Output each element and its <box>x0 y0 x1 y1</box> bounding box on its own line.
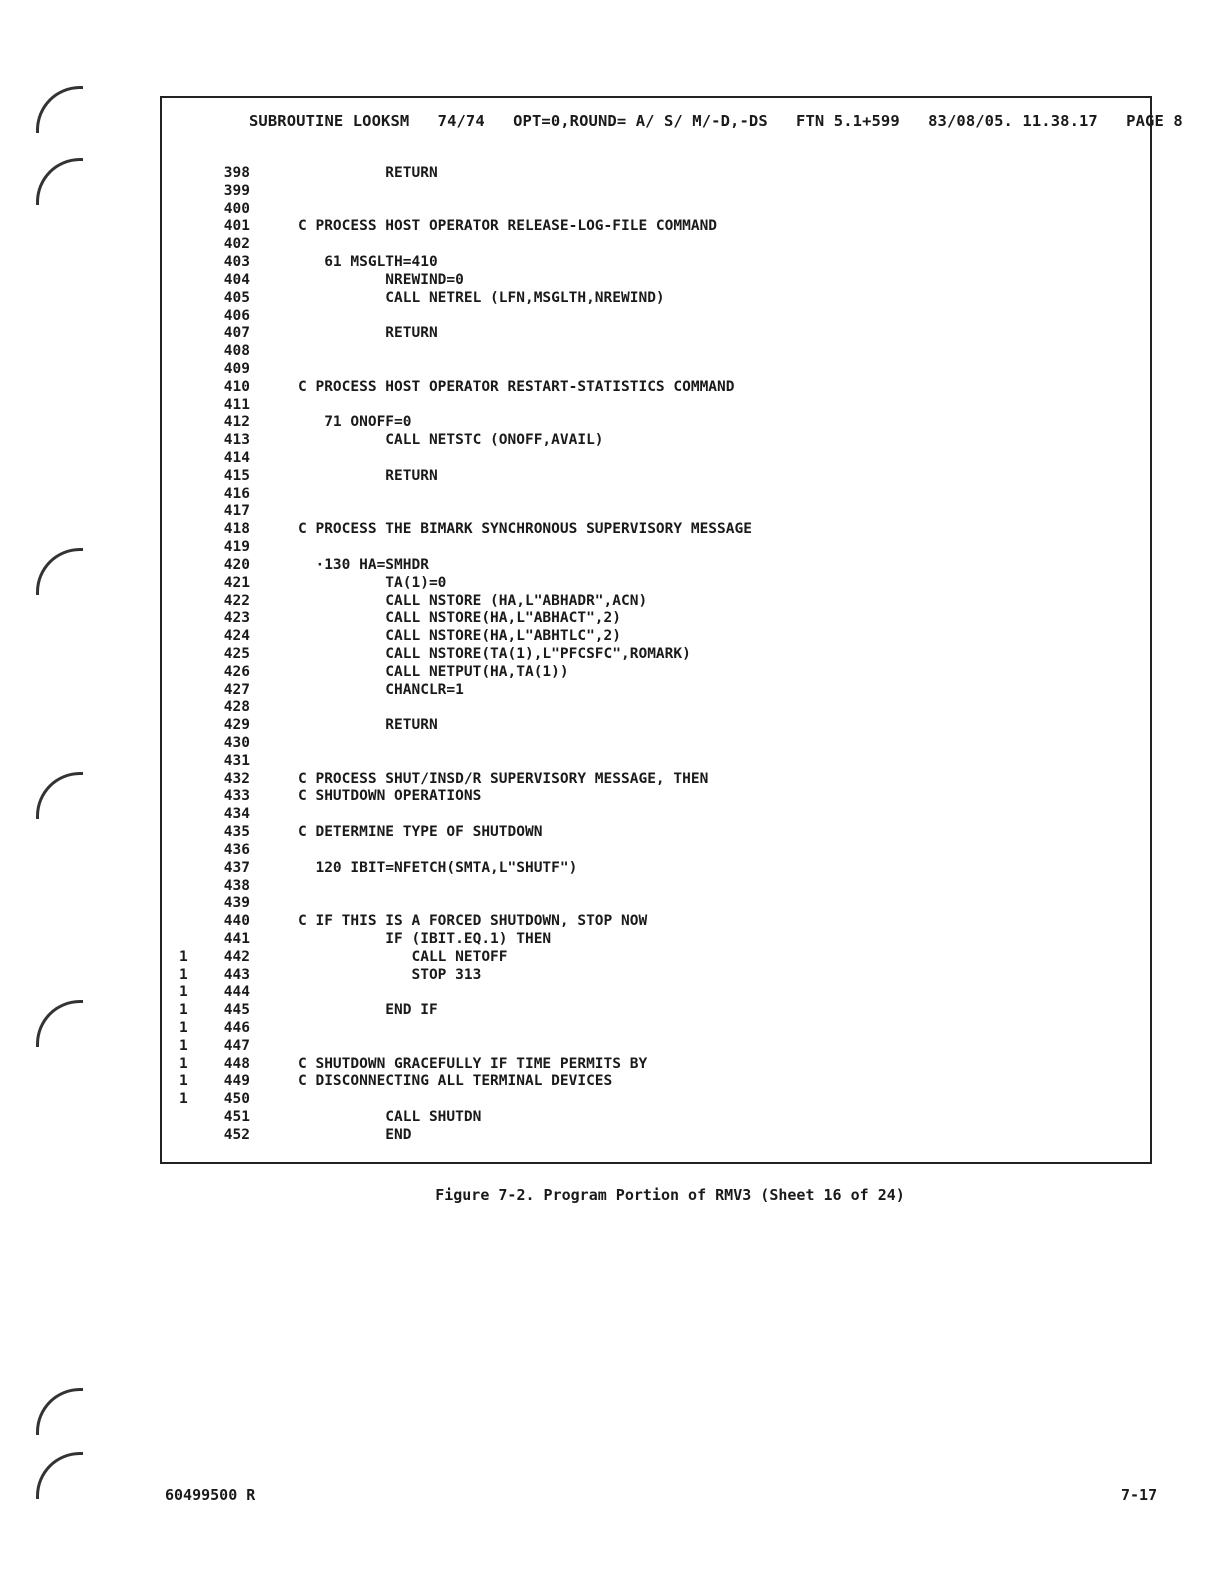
nesting-level: 1 <box>179 1002 188 1019</box>
binder-hole-mark <box>36 1388 83 1435</box>
code-line <box>0 788 1220 806</box>
source-text: END <box>298 1126 412 1143</box>
code-listing <box>0 165 1220 1145</box>
code-line <box>0 1073 1220 1091</box>
line-number: 405 <box>223 289 250 306</box>
code-line <box>0 913 1220 931</box>
source-text: C IF THIS IS A FORCED SHUTDOWN, STOP NOW <box>298 913 648 930</box>
source-text: RETURN <box>298 325 438 342</box>
code-line <box>0 967 1220 985</box>
nesting-level: 1 <box>179 1037 188 1054</box>
line-number: 427 <box>223 681 250 698</box>
line-number: 430 <box>223 735 250 751</box>
code-line <box>0 272 1220 290</box>
code-line <box>0 414 1220 432</box>
code-line <box>0 949 1220 967</box>
binder-hole-mark <box>36 86 83 133</box>
line-number: 431 <box>223 752 250 769</box>
line-number: 442 <box>223 948 250 965</box>
line-number: 408 <box>223 343 250 360</box>
line-number: 436 <box>223 841 250 858</box>
line-number: 448 <box>223 1055 250 1072</box>
source-text: 71 ONOFF=0 <box>298 414 412 431</box>
source-text: CALL NETPUT(HA,TA(1)) <box>298 663 569 680</box>
document-number: 60499500 R <box>165 1486 256 1504</box>
source-text: STOP 313 <box>298 966 482 983</box>
code-line <box>0 557 1220 575</box>
code-line <box>0 236 1220 254</box>
binder-hole-mark <box>36 1452 83 1499</box>
code-line <box>0 1091 1220 1109</box>
line-number: 426 <box>223 663 250 680</box>
source-text: IF (IBIT.EQ.1) THEN <box>298 930 552 947</box>
code-line <box>0 735 1220 753</box>
code-line <box>0 486 1220 504</box>
line-number: 441 <box>223 930 250 947</box>
source-text: RETURN <box>298 717 438 734</box>
source-text: RETURN <box>298 165 438 181</box>
line-number: 410 <box>223 378 250 395</box>
nesting-level: 1 <box>179 948 188 965</box>
source-text: RETURN <box>298 467 438 484</box>
source-text: 120 IBIT=NFETCH(SMTA,L"SHUTF") <box>298 859 578 876</box>
line-number: 412 <box>223 414 250 431</box>
code-line <box>0 699 1220 717</box>
source-text: TA(1)=0 <box>298 574 447 591</box>
code-line <box>0 984 1220 1002</box>
code-line <box>0 824 1220 842</box>
line-number: 406 <box>223 307 250 324</box>
code-line <box>0 753 1220 771</box>
code-line <box>0 895 1220 913</box>
line-number: 433 <box>223 788 250 805</box>
line-number: 413 <box>223 432 250 449</box>
line-number: 437 <box>223 859 250 876</box>
code-line <box>0 610 1220 628</box>
source-text: CALL SHUTDN <box>298 1109 482 1126</box>
line-number: 400 <box>223 200 250 217</box>
code-line <box>0 201 1220 219</box>
line-number: 420 <box>223 556 250 573</box>
source-text: C PROCESS HOST OPERATOR RELEASE-LOG-FILE COMMAND <box>298 218 718 235</box>
line-number: 438 <box>223 877 250 894</box>
code-line <box>0 646 1220 664</box>
line-number: 439 <box>223 895 250 912</box>
line-number: 403 <box>223 254 250 271</box>
line-number: 450 <box>223 1091 250 1108</box>
line-number: 416 <box>223 485 250 502</box>
code-line <box>0 931 1220 949</box>
code-line <box>0 682 1220 700</box>
line-number: 424 <box>223 628 250 645</box>
figure-caption: Figure 7-2. Program Portion of RMV3 (Sheet 16 of 24) <box>435 1186 905 1204</box>
source-text: END IF <box>298 1002 438 1019</box>
page-number: 7-17 <box>1121 1486 1158 1504</box>
source-text: CALL NSTORE(HA,L"ABHACT",2) <box>298 610 622 627</box>
source-text: CHANCLR=1 <box>298 681 464 698</box>
code-line <box>0 878 1220 896</box>
source-text: CALL NSTORE (HA,L"ABHADR",ACN) <box>298 592 648 609</box>
code-line <box>0 628 1220 646</box>
code-line <box>0 575 1220 593</box>
line-number: 432 <box>223 770 250 787</box>
line-number: 398 <box>223 165 250 181</box>
source-text: 61 MSGLTH=410 <box>298 254 438 271</box>
source-text: C SHUTDOWN OPERATIONS <box>298 788 482 805</box>
line-number: 440 <box>223 913 250 930</box>
code-line <box>0 218 1220 236</box>
line-number: 422 <box>223 592 250 609</box>
source-text: C PROCESS HOST OPERATOR RESTART-STATISTICS COMMAND <box>298 378 735 395</box>
line-number: 421 <box>223 574 250 591</box>
code-line <box>0 860 1220 878</box>
line-number: 443 <box>223 966 250 983</box>
code-line <box>0 1056 1220 1074</box>
line-number: 415 <box>223 467 250 484</box>
nesting-level: 1 <box>179 966 188 983</box>
line-number: 417 <box>223 503 250 520</box>
listing-header: SUBROUTINE LOOKSM 74/74 OPT=0,ROUND= A/ S/ M/-D,-DS FTN 5.1+599 83/08/05. 11.38.17 PAGE 8 <box>249 112 1183 130</box>
source-text: C SHUTDOWN GRACEFULLY IF TIME PERMITS BY <box>298 1055 648 1072</box>
source-text: CALL NSTORE(HA,L"ABHTLC",2) <box>298 628 622 645</box>
source-text: CALL NETSTC (ONOFF,AVAIL) <box>298 432 604 449</box>
nesting-level: 1 <box>179 984 188 1001</box>
code-line <box>0 325 1220 343</box>
line-number: 444 <box>223 984 250 1001</box>
code-line <box>0 361 1220 379</box>
code-line <box>0 468 1220 486</box>
code-line <box>0 539 1220 557</box>
line-number: 425 <box>223 645 250 662</box>
source-text: CALL NETOFF <box>298 948 508 965</box>
source-text: C DETERMINE TYPE OF SHUTDOWN <box>298 824 543 841</box>
nesting-level: 1 <box>179 1020 188 1036</box>
line-number: 449 <box>223 1073 250 1090</box>
line-number: 447 <box>223 1037 250 1054</box>
code-line <box>0 503 1220 521</box>
line-number: 446 <box>223 1020 250 1036</box>
code-line <box>0 450 1220 468</box>
line-number: 407 <box>223 325 250 342</box>
source-text: C DISCONNECTING ALL TERMINAL DEVICES <box>298 1073 613 1090</box>
code-line <box>0 1038 1220 1056</box>
line-number: 414 <box>223 450 250 466</box>
code-line <box>0 771 1220 789</box>
line-number: 409 <box>223 360 250 377</box>
source-text: C PROCESS THE BIMARK SYNCHRONOUS SUPERVISORY MESSAGE <box>298 521 752 538</box>
source-text: C PROCESS SHUT/INSD/R SUPERVISORY MESSAGE, THEN <box>298 770 709 787</box>
line-number: 404 <box>223 271 250 288</box>
line-number: 423 <box>223 610 250 627</box>
code-line <box>0 290 1220 308</box>
code-line <box>0 379 1220 397</box>
line-number: 418 <box>223 521 250 538</box>
code-line <box>0 1109 1220 1127</box>
nesting-level: 1 <box>179 1091 188 1108</box>
code-line <box>0 1002 1220 1020</box>
code-line <box>0 842 1220 860</box>
line-number: 411 <box>223 396 250 413</box>
line-number: 428 <box>223 699 250 716</box>
line-number: 401 <box>223 218 250 235</box>
code-line <box>0 432 1220 450</box>
nesting-level: 1 <box>179 1073 188 1090</box>
code-line <box>0 593 1220 611</box>
line-number: 399 <box>223 182 250 199</box>
source-text: CALL NETREL (LFN,MSGLTH,NREWIND) <box>298 289 665 306</box>
source-text: CALL NSTORE(TA(1),L"PFCSFC",ROMARK) <box>298 645 691 662</box>
line-number: 402 <box>223 236 250 253</box>
line-number: 435 <box>223 824 250 841</box>
code-line <box>0 397 1220 415</box>
code-line <box>0 343 1220 361</box>
line-number: 434 <box>223 806 250 823</box>
source-text: NREWIND=0 <box>298 271 464 288</box>
line-number: 451 <box>223 1109 250 1126</box>
nesting-level: 1 <box>179 1055 188 1072</box>
code-line <box>0 165 1220 183</box>
code-line <box>0 254 1220 272</box>
source-text: ·130 HA=SMHDR <box>298 556 429 573</box>
code-line <box>0 1127 1220 1145</box>
code-line <box>0 183 1220 201</box>
line-number: 452 <box>223 1126 250 1143</box>
code-line <box>0 717 1220 735</box>
code-line <box>0 521 1220 539</box>
code-line <box>0 806 1220 824</box>
code-line <box>0 1020 1220 1038</box>
code-line <box>0 664 1220 682</box>
line-number: 419 <box>223 539 250 556</box>
line-number: 429 <box>223 717 250 734</box>
code-line <box>0 308 1220 326</box>
line-number: 445 <box>223 1002 250 1019</box>
